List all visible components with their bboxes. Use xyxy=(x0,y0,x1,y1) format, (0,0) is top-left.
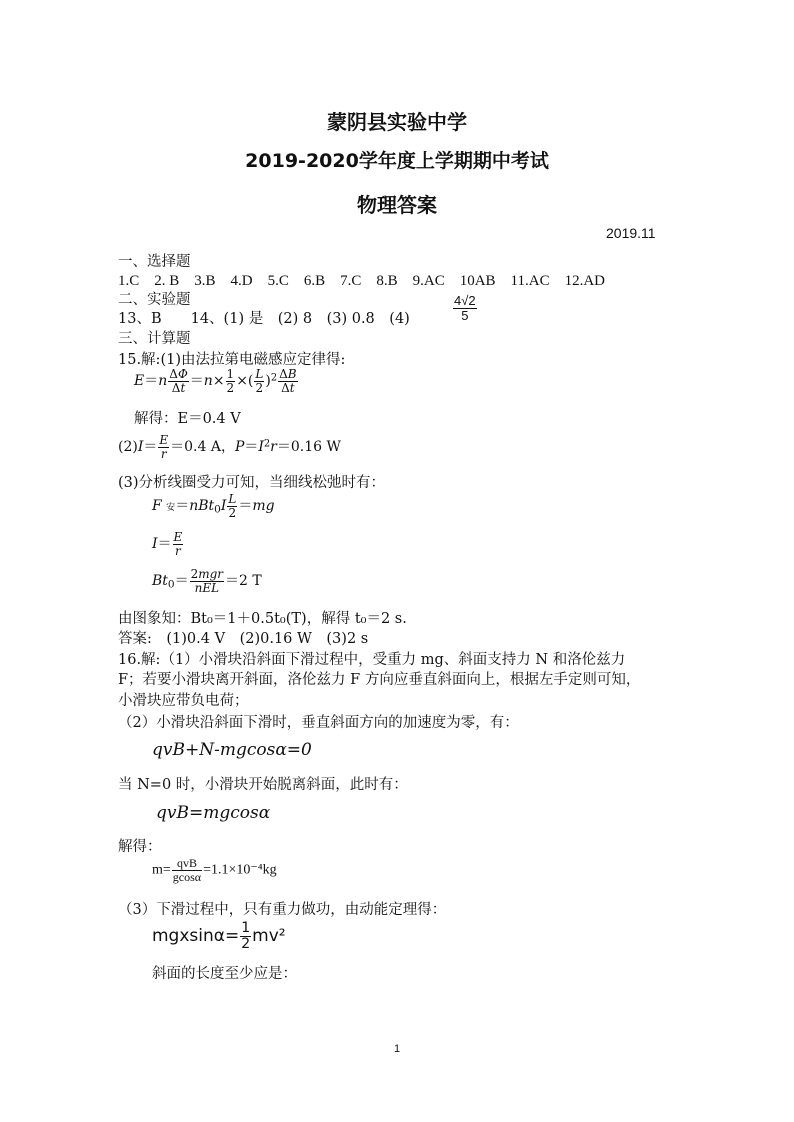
q16-n-zero: 当 N=0 时，小滑块开始脱离斜面，此时有： xyxy=(118,777,408,793)
choice-answers: 1.C 2. B 3.B 4.D 5.C 6.B 7.C 8.B 9.AC 10AB 11.AC 12.AD xyxy=(118,273,605,289)
experiment-section-title: 二、实验题 xyxy=(118,292,191,308)
q15-current-equation: I＝ $\frac{E}{r}$ xyxy=(152,530,183,558)
choice-section-title: 一、选择题 xyxy=(118,254,191,270)
q15-emf-equation: E＝n $\frac{\Delta\Phi}{\Delta t}$ ＝n× $\frac{1}{2}$ ×( $\frac{L}{2}$ )$^2$ $\frac{\Delta B}{\Delta t}$ xyxy=(134,367,297,395)
q15-part3-intro: (3)分析线圈受力可知，当细线松弛时有： xyxy=(118,475,386,491)
q16-length-text: 斜面的长度至少应是： xyxy=(152,966,297,982)
q15-answer: 答案: (1)0.4 V (2)0.16 W (3)2 s xyxy=(118,631,369,647)
q15-force-equation: F 安＝nBt$_0$I $\frac{L}{2}$ ＝mg xyxy=(152,492,275,520)
q16-mass-equation: m= $\frac{\text{qvB}}{gcos\alpha}$ =1.1×10⁻⁴kg xyxy=(152,856,277,884)
q16-intro-line1: 16.解:（1）小滑块沿斜面下滑过程中，受重力 mg、斜面支持力 N 和洛伦兹力 xyxy=(118,652,626,668)
q16-equation1: qvB+N-mgcosα=0 xyxy=(152,740,312,760)
q16-energy-right: mv² xyxy=(252,926,286,947)
q16-intro-line2: F；若要小滑块离开斜面，洛伦兹力 F 方向应垂直斜面向上，根据左手定则可知， xyxy=(118,672,641,688)
exp-frac-denominator: 5 xyxy=(461,307,469,323)
q15-bt0-equation: $Bt_0=$ $\frac{\text{2mgr}}{\text{nEL}}$ ＝2 T xyxy=(152,567,262,595)
q16-energy-equation: mgxsinα= $\frac{1}{2}$ mv² xyxy=(152,920,286,952)
exp-frac-numerator: 4√2 xyxy=(454,293,476,308)
q16-solve-label: 解得： xyxy=(118,839,162,855)
q16-equation2: qvB=mgcosα xyxy=(156,803,271,823)
page-number: 1 xyxy=(393,1043,401,1055)
q16-part2: （2）小滑块沿斜面下滑时，垂直斜面方向的加速度为零，有： xyxy=(118,715,519,731)
subject-title: 物理答案 xyxy=(357,193,437,217)
exam-date: 2019.11 xyxy=(606,225,656,241)
q15-result1: 解得：E＝0.4 V xyxy=(134,411,241,427)
calc-section-title: 三、计算题 xyxy=(118,331,191,347)
school-name: 蒙阴县实验中学 xyxy=(327,110,467,134)
q15-part2-equation: (2)I＝ $\frac{E}{r}$ ＝0.4 A，$P=I^2r=0.16$ W xyxy=(118,433,341,461)
experiment-answers: 13、B 14、(1) 是 (2) 8 (3) 0.8 (4) xyxy=(118,311,410,327)
q15-graph-result: 由图象知：Bt₀＝1＋0.5t₀(T)，解得 t₀＝2 s. xyxy=(118,611,407,627)
q16-part3: （3）下滑过程中，只有重力做功，由动能定理得： xyxy=(118,902,447,918)
q16-mass-result: =1.1×10⁻⁴kg xyxy=(203,862,277,878)
exam-title: 2019-2020学年度上学期期中考试 xyxy=(245,150,549,172)
q16-intro-line3: 小滑块应带负电荷； xyxy=(118,693,249,709)
q16-energy-left: mgxsinα= xyxy=(152,926,240,947)
experiment-fraction xyxy=(452,294,478,322)
q15-intro: 15.解:(1)由法拉第电磁感应定律得: xyxy=(118,352,346,368)
